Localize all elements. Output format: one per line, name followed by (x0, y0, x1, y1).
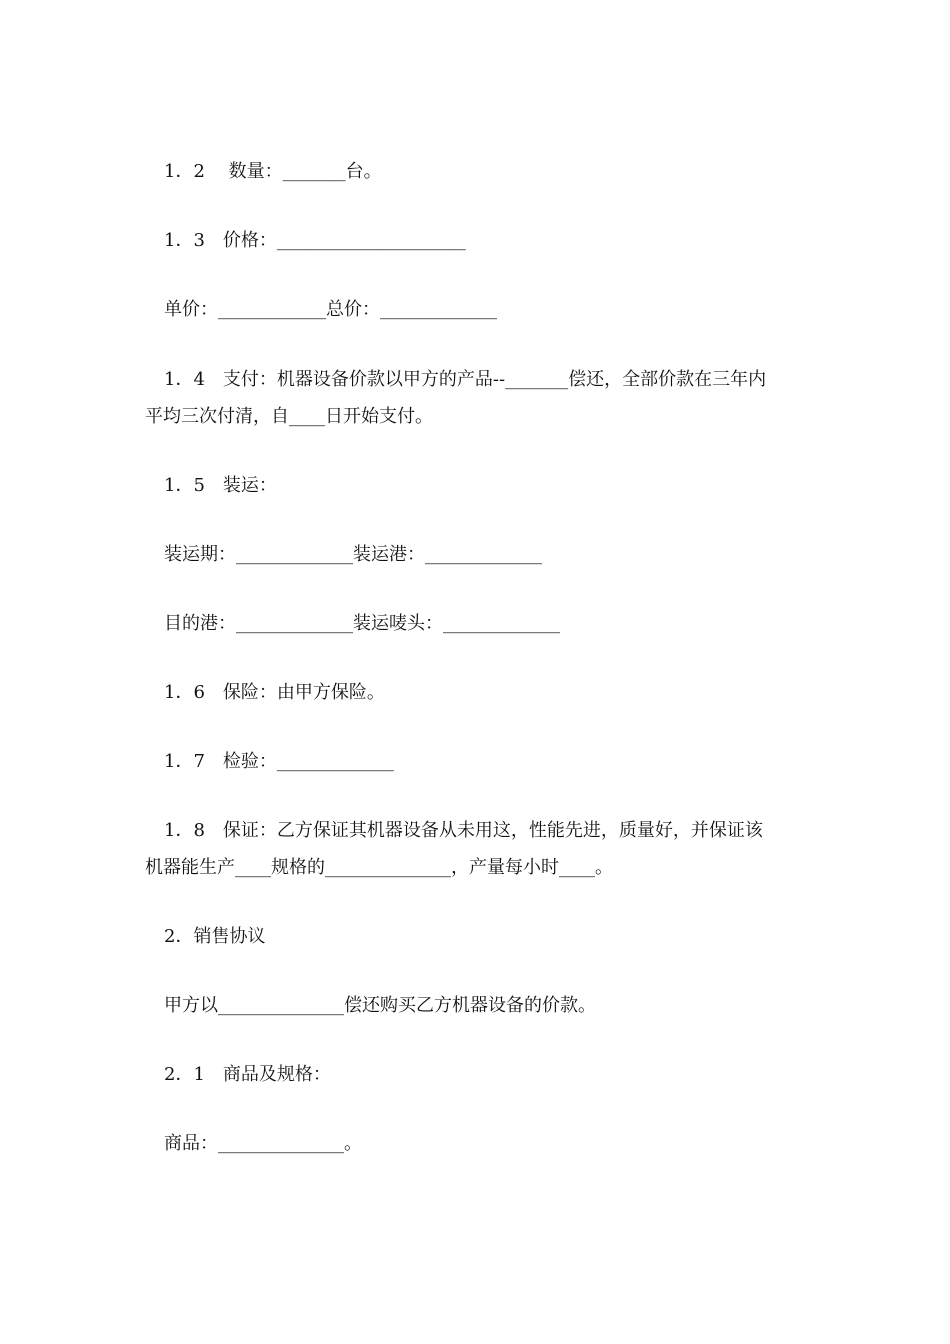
shipment-period-port-line: 装运期：_____________装运港：_____________ (164, 544, 542, 565)
unit-total-price-line: 单价：____________总价：_____________ (164, 299, 497, 320)
clause-1-7-inspection: 1．7 检验：_____________ (164, 751, 394, 772)
clause-1-2-quantity: 1．2 数量：_______台。 (164, 161, 382, 182)
destination-marks-line: 目的港：_____________装运唛头：_____________ (164, 613, 560, 634)
clause-2-1-goods-spec: 2．1 商品及规格： (164, 1064, 331, 1085)
clause-1-6-insurance: 1．6 保险：由甲方保险。 (164, 682, 385, 703)
goods-line: 商品：______________。 (164, 1133, 362, 1154)
clause-1-8-guarantee: 1．8 保证：乙方保证其机器设备从未用这，性能先进，质量好，并保证该 (164, 820, 763, 841)
sales-agreement-text: 甲方以______________偿还购买乙方机器设备的价款。 (164, 995, 596, 1016)
clause-1-8-guarantee-cont: 机器能生产____规格的______________，产量每小时____。 (145, 857, 613, 878)
clause-1-5-shipment: 1．5 装运： (164, 475, 277, 496)
clause-1-3-price: 1．3 价格：_____________________ (164, 230, 466, 251)
clause-1-4-payment-cont: 平均三次付清，自____日开始支付。 (145, 406, 433, 427)
section-2-sales-agreement: 2．销售协议 (164, 926, 266, 947)
clause-1-4-payment: 1．4 支付：机器设备价款以甲方的产品--_______偿还，全部价款在三年内 (164, 369, 767, 390)
